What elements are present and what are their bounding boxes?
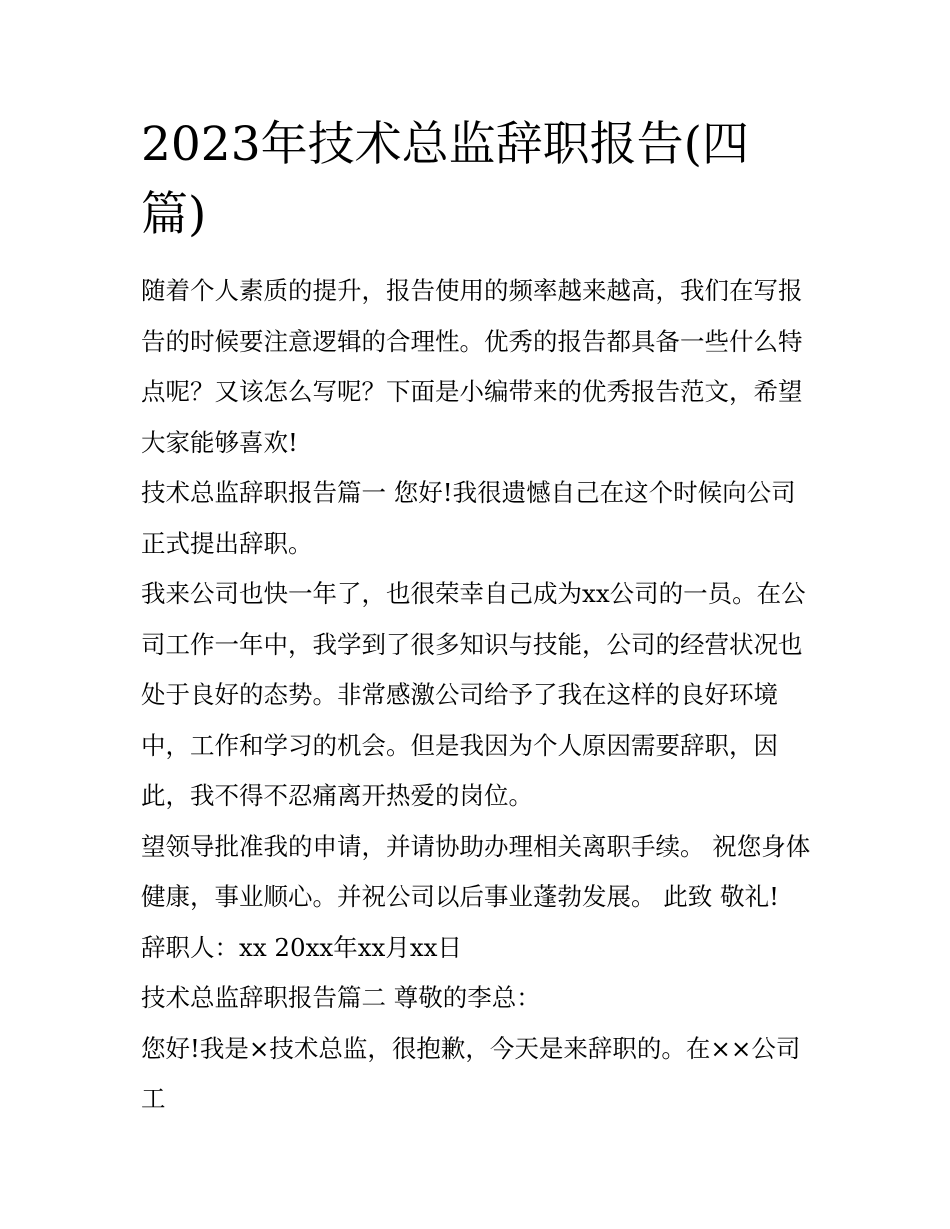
paragraph-section-one-opening: 技术总监辞职报告篇一 您好!我很遗憾自己在这个时候向公司正式提出辞职。 [141, 478, 796, 558]
paragraph-section-one-closing: 望领导批准我的申请，并请协助办理相关离职手续。 祝您身体健康，事业顺心。并祝公司以后事业蓬勃发展。 此致 敬礼! [141, 831, 811, 911]
paragraph-intro: 随着个人素质的提升，报告使用的频率越来越高，我们在写报告的时候要注意逻辑的合理性。优秀的报告都具备一些什么特点呢？又该怎么写呢？下面是小编带来的优秀报告范文，希望大家能够喜欢! [141, 276, 803, 457]
paragraph-section-two-body: 您好!我是×技术总监，很抱歉，今天是来辞职的。在××公司工 [141, 1033, 801, 1113]
paragraph-signature: 辞职人：xx 20xx年xx月xx日 [141, 932, 462, 962]
paragraph-section-two-heading: 技术总监辞职报告篇二 尊敬的李总： [141, 983, 541, 1012]
paragraph-section-one-body: 我来公司也快一年了，也很荣幸自己成为xx公司的一员。在公司工作一年中，我学到了很多知识与技能，公司的经营状况也处于良好的态势。非常感激公司给予了我在这样的良好环境中，工作和学习的机会。但是我因为个人原因需要辞职，因此，我不得不忍痛离开热爱的岗位。 [141, 579, 806, 810]
document-body [141, 110, 813, 1125]
document-title: 2023年技术总监辞职报告(四篇) [141, 117, 749, 242]
